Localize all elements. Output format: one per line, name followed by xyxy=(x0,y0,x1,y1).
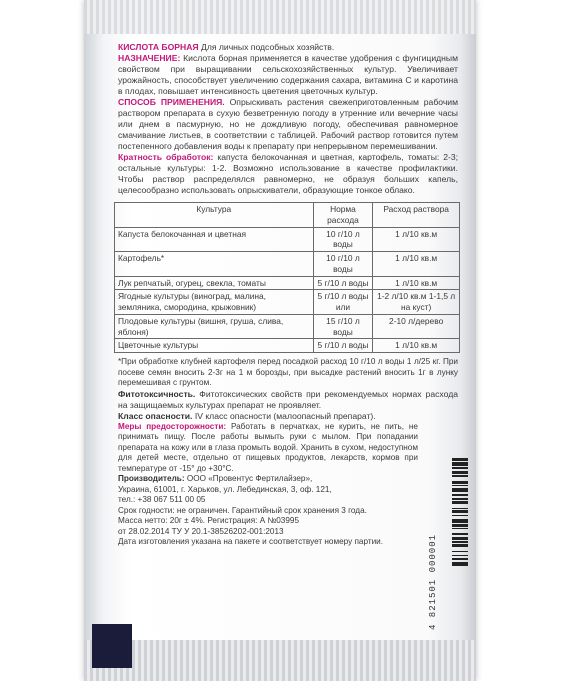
cell-consumption: 2-10 л/дерево xyxy=(373,314,460,339)
cell-consumption: 1 л/10 кв.м xyxy=(373,227,460,252)
cell-rate: 15 г/10 л воды xyxy=(313,314,373,339)
sachet-top-seal xyxy=(84,0,476,34)
precautions-text: Работать в перчатках, не курить, не пить, не принимать пищу. После работы вымыть руки с мылом. При попадании препарата на кожу или в глаза промыть водой. Хранить в сухом, недоступном для детей месте, отдельно от пищевых продуктов, лекарств, кормов при температуре от -15° до +30°С. xyxy=(118,421,418,473)
rates-table xyxy=(114,202,460,353)
table-row xyxy=(115,339,460,353)
phytotoxicity-label: Фитотоксичность. xyxy=(118,388,196,399)
cell-consumption: 1 л/10 кв.м xyxy=(373,276,460,290)
purpose-label: НАЗНАЧЕНИЕ: xyxy=(118,53,181,63)
cell-rate: 5 г/10 л воды xyxy=(313,276,373,290)
product-name: КИСЛОТА БОРНАЯ xyxy=(118,42,199,52)
sachet-bottom-seal xyxy=(84,640,476,681)
precautions-section xyxy=(118,422,418,475)
cell-consumption: 1-2 л/10 кв.м 1-1,5 л на куст) xyxy=(373,290,460,315)
cell-crop: Плодовые культуры (вишня, груша, слива, яблоня) xyxy=(115,314,314,339)
manufacturer-line-2: Украина, 61001, г. Харьков, ул. Лебединская, 3, оф. 121, xyxy=(118,484,332,494)
barcode-icon xyxy=(452,458,468,628)
table-row xyxy=(115,314,460,339)
shelf-life: Срок годности: не ограничен. Гарантийный срок хранения 3 года. xyxy=(118,505,367,515)
product-title-line xyxy=(118,42,458,53)
table-row xyxy=(115,276,460,290)
header-consumption: Расход раствора xyxy=(373,203,460,228)
frequency-text: капуста белокочанная и цветная, картофель, томаты: 2-3; остальные культуры: 1-2. Возможно использование в качестве профилактики. Чтобы раствор распределялся равномерно, не образуя больших капель, целесообразно использовать опрыскиватели, образующие тонкое облако. xyxy=(118,152,459,195)
barcode-stripe xyxy=(452,566,468,567)
cell-crop: Ягодные культуры (виноград, малина, земляника, смородина, крыжовник) xyxy=(115,290,314,315)
cell-crop: Лук репчатый, огурец, свекла, томаты xyxy=(115,276,314,290)
phytotoxicity-section xyxy=(118,389,458,411)
precautions-label: Меры предосторожности: xyxy=(118,421,227,431)
hazard-label: Класс опасности. xyxy=(118,410,193,421)
method-label: СПОСОБ ПРИМЕНЕНИЯ. xyxy=(118,97,225,107)
cell-rate: 5 г/10 л воды или xyxy=(313,290,373,315)
purpose-text: Кислота борная применяется в качестве удобрения с фунгицидным свойством при выращивании сельскохозяйственных культур. Увеличивает урожайность, способствует увеличению содержания сахара, витамина С и каротина в плодах, повышает интенсивность цветения цветочных культур. xyxy=(118,53,458,96)
header-rate: Норма расхода xyxy=(313,203,373,228)
mass-registration: Масса нетто: 20г ± 4%. Регистрация: А №03995 xyxy=(118,516,300,525)
phytotoxicity-text: Фитотоксических свойств при рекомендуемых нормах расхода на защищаемых культурах препарат не проявляет. xyxy=(118,388,458,410)
cell-crop: Картофель* xyxy=(115,252,314,277)
cell-crop: Цветочные культуры xyxy=(115,339,314,353)
product-note: Для личных подсобных хозяйств. xyxy=(201,42,335,52)
footnote: *При обработке клубней картофеля перед посадкой расход 10 г/10 л воды 1 л/25 кг. При посеве семян вносить 2-3г на 1 м борозды, при высадке растений вносить 1г в лунку перемешивая с грунтом. xyxy=(118,357,458,387)
table-row xyxy=(115,227,460,252)
header-crop: Культура xyxy=(115,203,314,228)
sachet-dark-corner xyxy=(92,624,132,668)
registration-tu: от 28.02.2014 ТУ У 20.1-38526202-001:2013 xyxy=(118,526,284,536)
manufacturer-line-3: тел.: +38 067 511 00 05 xyxy=(118,495,206,504)
hazard-text: IV класс опасности (малоопасный препарат). xyxy=(194,410,376,421)
manufacturer-label: Производитель: xyxy=(118,474,185,483)
label-text xyxy=(118,42,458,548)
purpose-section xyxy=(118,53,458,97)
manufacturer-section xyxy=(118,474,418,506)
table-row xyxy=(115,252,460,277)
method-section xyxy=(118,97,458,152)
cell-consumption: 1 л/10 кв.м xyxy=(373,252,460,277)
frequency-section xyxy=(118,152,458,196)
method-text: Опрыскивать растения свежеприготовленным рабочим раствором препарата в сухую безветренную погоду в утренние или вечерние часы или днем в пасмурную, но не дождливую погоду, обеспечивая равномерное смачивание листьев, в соответствии с таблицей. Рабочий раствор готовится путем постепенного добавления воды к препарату при непрерывном перемешивании. xyxy=(118,97,459,151)
barcode-digits: 4 821501 000001 xyxy=(428,533,438,630)
frequency-label: Кратность обработок: xyxy=(118,152,214,162)
cell-rate: 10 г/10 л воды xyxy=(313,252,373,277)
cell-rate: 5 г/10 л воды xyxy=(313,339,373,353)
cell-crop: Капуста белокочанная и цветная xyxy=(115,227,314,252)
table-header-row xyxy=(115,203,460,228)
hazard-section xyxy=(118,411,458,422)
cell-consumption: 1 л/10 кв.м xyxy=(373,339,460,353)
production-date-note: Дата изготовления указана на пакете и соответствует номеру партии. xyxy=(118,537,384,546)
manufacturer-line-1: ООО «Провентус Фертилайзер», xyxy=(186,474,313,483)
cell-rate: 10 г/10 л воды xyxy=(313,227,373,252)
table-row xyxy=(115,290,460,315)
